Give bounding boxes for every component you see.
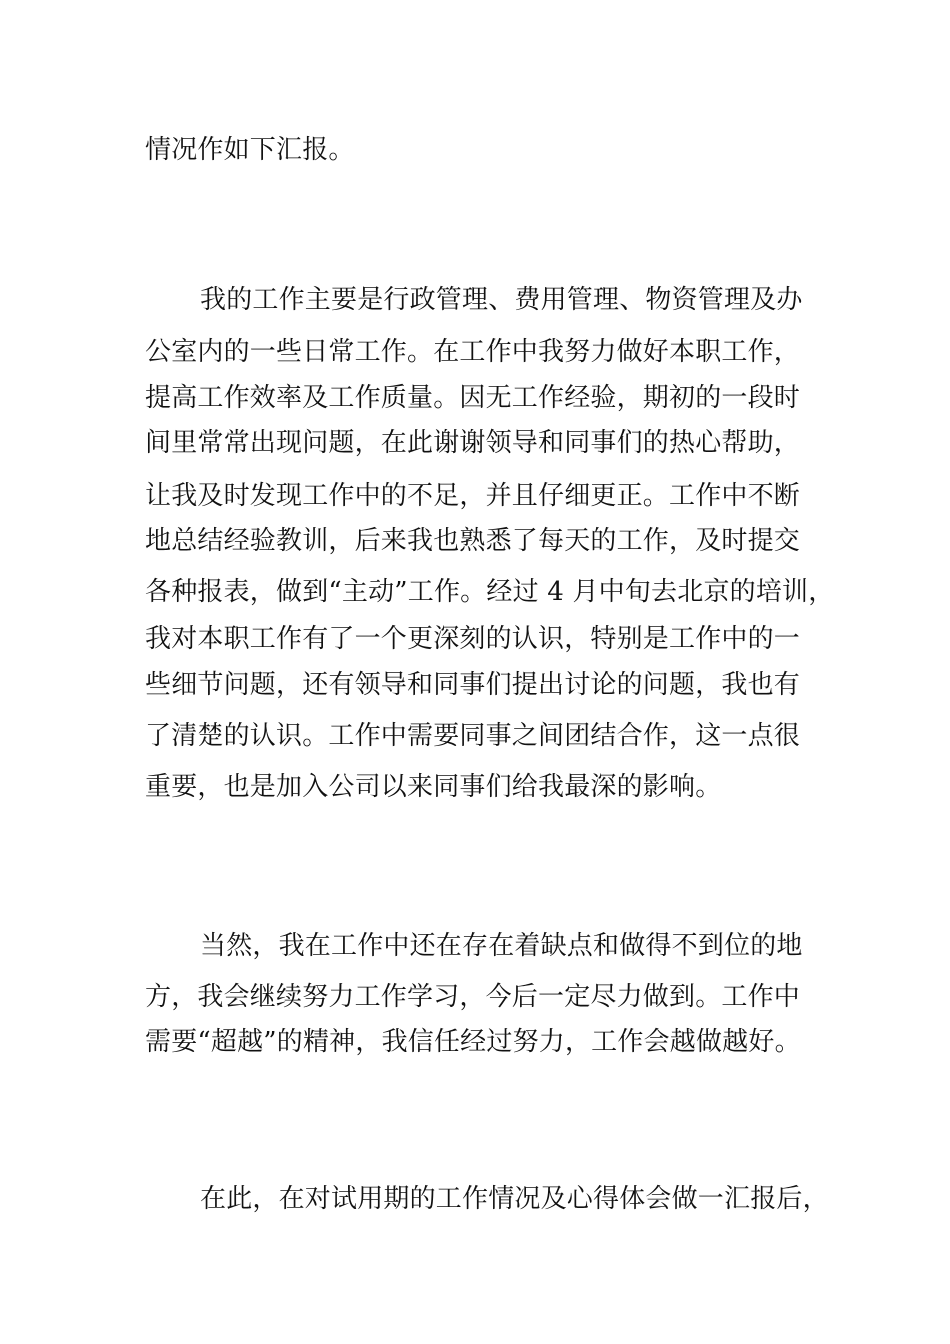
paragraph-line: 我对本职工作有了一个更深刻的认识，特别是工作中的一 bbox=[145, 624, 801, 654]
paragraph-line: 间里常常出现问题，在此谢谢领导和同事们的热心帮助， bbox=[145, 428, 801, 458]
paragraph-line: 我的工作主要是行政管理、费用管理、物资管理及办 bbox=[200, 285, 803, 315]
paragraph-line: 公室内的一些日常工作。在工作中我努力做好本职工作， bbox=[145, 337, 801, 367]
paragraph-line: 了清楚的认识。工作中需要同事之间团结合作，这一点很 bbox=[145, 721, 801, 751]
paragraph-line: 让我及时发现工作中的不足，并且仔细更正。工作中不断 bbox=[145, 481, 801, 511]
paragraph-line: 在此，在对试用期的工作情况及心得体会做一汇报后， bbox=[200, 1184, 829, 1214]
paragraph-line: 重要，也是加入公司以来同事们给我最深的影响。 bbox=[145, 772, 722, 802]
paragraph-line: 需要“超越”的精神，我信任经过努力，工作会越做越好。 bbox=[145, 1027, 801, 1057]
paragraph-line: 方，我会继续努力工作学习，今后一定尽力做到。工作中 bbox=[145, 982, 801, 1012]
paragraph-line: 些细节问题，还有领导和同事们提出讨论的问题，我也有 bbox=[145, 670, 801, 700]
paragraph-line: 当然，我在工作中还在存在着缺点和做得不到位的地 bbox=[200, 931, 803, 961]
paragraph-line: 情况作如下汇报。 bbox=[145, 135, 355, 165]
paragraph-line: 各种报表，做到“主动”工作。经过 4 月中旬去北京的培训， bbox=[145, 577, 835, 607]
paragraph-line: 提高工作效率及工作质量。因无工作经验，期初的一段时 bbox=[145, 383, 801, 413]
paragraph-line: 地总结经验教训，后来我也熟悉了每天的工作，及时提交 bbox=[145, 526, 801, 556]
